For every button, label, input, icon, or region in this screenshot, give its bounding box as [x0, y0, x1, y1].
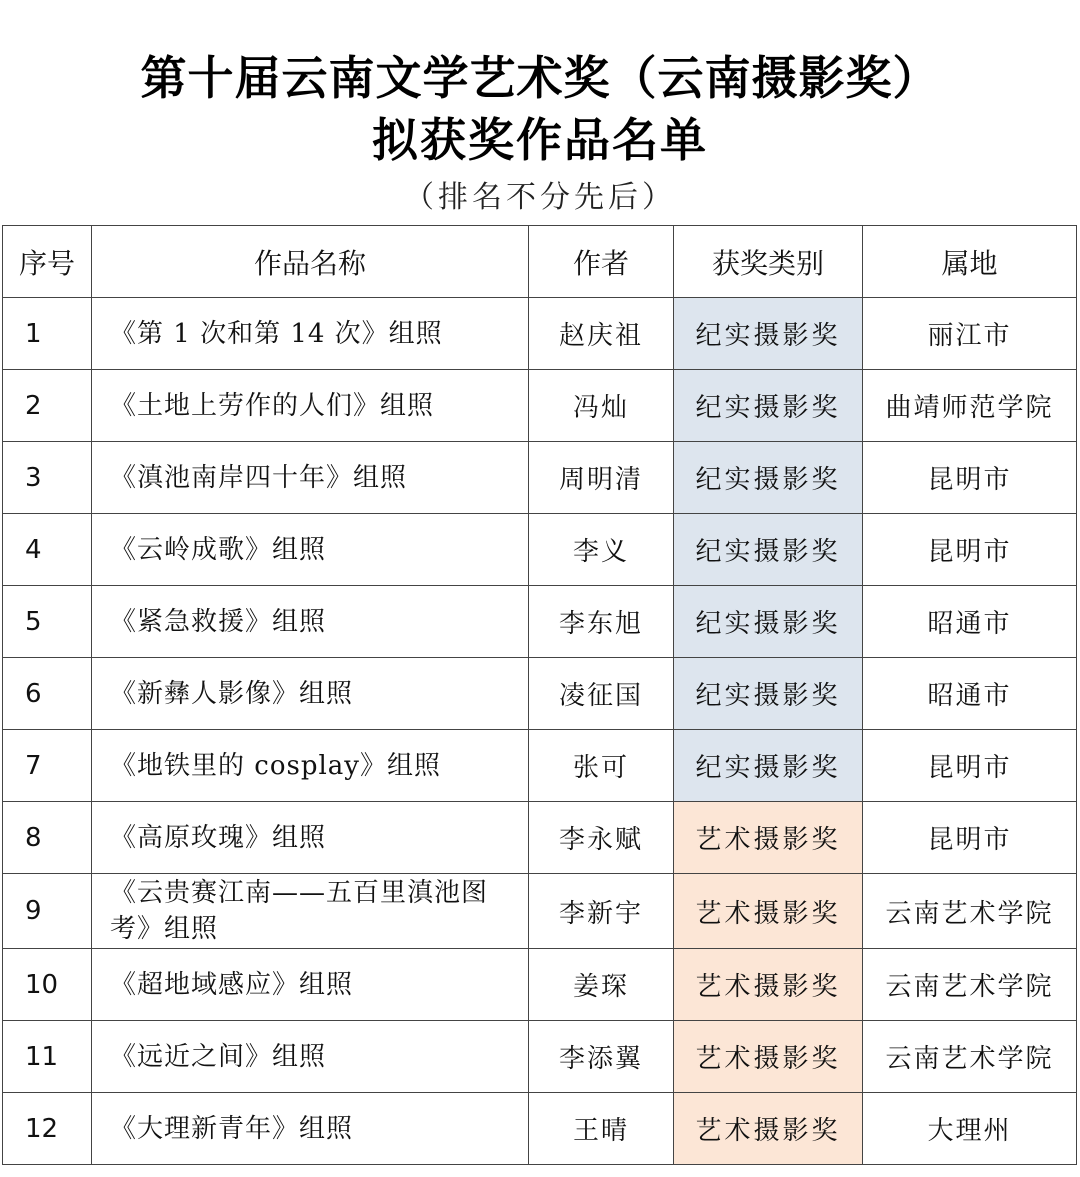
cell-author: 李永赋: [529, 802, 674, 874]
cell-work: 《紧急救援》组照: [92, 586, 529, 658]
cell-seq: 12: [3, 1093, 92, 1165]
cell-work: 《滇池南岸四十年》组照: [92, 442, 529, 514]
cell-author: 李义: [529, 514, 674, 586]
cell-work: 《云岭成歌》组照: [92, 514, 529, 586]
cell-category: 艺术摄影奖: [674, 802, 863, 874]
page-title-line2: 拟获奖作品名单: [372, 113, 708, 167]
award-table: [2, 225, 1077, 1165]
cell-category: 艺术摄影奖: [674, 874, 863, 949]
cell-author: 王晴: [529, 1093, 674, 1165]
cell-category: 纪实摄影奖: [674, 370, 863, 442]
table-header-row: [3, 226, 1077, 298]
cell-work: 《超地域感应》组照: [92, 949, 529, 1021]
cell-category: 纪实摄影奖: [674, 730, 863, 802]
cell-work: 《云贵赛江南——五百里滇池图考》组照: [92, 874, 529, 949]
cell-seq: 7: [3, 730, 92, 802]
page-subtitle: （排名不分先后）: [404, 180, 676, 215]
cell-author: 周明清: [529, 442, 674, 514]
cell-category: 纪实摄影奖: [674, 442, 863, 514]
cell-author: 赵庆祖: [529, 298, 674, 370]
cell-seq: 1: [3, 298, 92, 370]
cell-place: 丽江市: [863, 298, 1077, 370]
cell-place: 昆明市: [863, 802, 1077, 874]
cell-place: 昭通市: [863, 658, 1077, 730]
cell-work: 《地铁里的 cosplay》组照: [92, 730, 529, 802]
cell-seq: 10: [3, 949, 92, 1021]
header-place: 属地: [863, 226, 1077, 298]
table-row: [3, 730, 1077, 802]
cell-place: 大理州: [863, 1093, 1077, 1165]
header-seq: 序号: [3, 226, 92, 298]
header-author: 作者: [529, 226, 674, 298]
page-title: 第十届云南文学艺术奖（云南摄影奖）: [140, 51, 940, 105]
cell-category: 艺术摄影奖: [674, 949, 863, 1021]
cell-seq: 4: [3, 514, 92, 586]
cell-author: 李添翼: [529, 1021, 674, 1093]
cell-author: 张可: [529, 730, 674, 802]
table-body: [3, 298, 1077, 1165]
table-row: [3, 298, 1077, 370]
header-category: 获奖类别: [674, 226, 863, 298]
cell-place: 昆明市: [863, 514, 1077, 586]
table-row: [3, 1021, 1077, 1093]
cell-place: 云南艺术学院: [863, 874, 1077, 949]
cell-author: 冯灿: [529, 370, 674, 442]
cell-author: 凌征国: [529, 658, 674, 730]
cell-place: 昆明市: [863, 442, 1077, 514]
cell-work: 《土地上劳作的人们》组照: [92, 370, 529, 442]
table-row: [3, 658, 1077, 730]
cell-work: 《远近之间》组照: [92, 1021, 529, 1093]
cell-seq: 3: [3, 442, 92, 514]
table-row: [3, 586, 1077, 658]
cell-place: 昆明市: [863, 730, 1077, 802]
cell-work: 《大理新青年》组照: [92, 1093, 529, 1165]
cell-seq: 8: [3, 802, 92, 874]
cell-place: 云南艺术学院: [863, 1021, 1077, 1093]
cell-category: 纪实摄影奖: [674, 586, 863, 658]
cell-category: 纪实摄影奖: [674, 298, 863, 370]
cell-author: 姜琛: [529, 949, 674, 1021]
cell-category: 艺术摄影奖: [674, 1021, 863, 1093]
header-work: 作品名称: [92, 226, 529, 298]
cell-category: 纪实摄影奖: [674, 514, 863, 586]
table-row: [3, 370, 1077, 442]
cell-category: 纪实摄影奖: [674, 658, 863, 730]
cell-author: 李新宇: [529, 874, 674, 949]
table-row: [3, 1093, 1077, 1165]
cell-place: 云南艺术学院: [863, 949, 1077, 1021]
cell-author: 李东旭: [529, 586, 674, 658]
cell-place: 昭通市: [863, 586, 1077, 658]
table-row: [3, 949, 1077, 1021]
cell-seq: 11: [3, 1021, 92, 1093]
cell-seq: 5: [3, 586, 92, 658]
table-row: [3, 442, 1077, 514]
cell-category: 艺术摄影奖: [674, 1093, 863, 1165]
cell-seq: 6: [3, 658, 92, 730]
table-row: [3, 514, 1077, 586]
cell-work: 《高原玫瑰》组照: [92, 802, 529, 874]
cell-seq: 9: [3, 874, 92, 949]
cell-work: 《新彝人影像》组照: [92, 658, 529, 730]
table-row: [3, 802, 1077, 874]
cell-seq: 2: [3, 370, 92, 442]
cell-work: 《第 1 次和第 14 次》组照: [92, 298, 529, 370]
cell-place: 曲靖师范学院: [863, 370, 1077, 442]
table-row: [3, 874, 1077, 949]
